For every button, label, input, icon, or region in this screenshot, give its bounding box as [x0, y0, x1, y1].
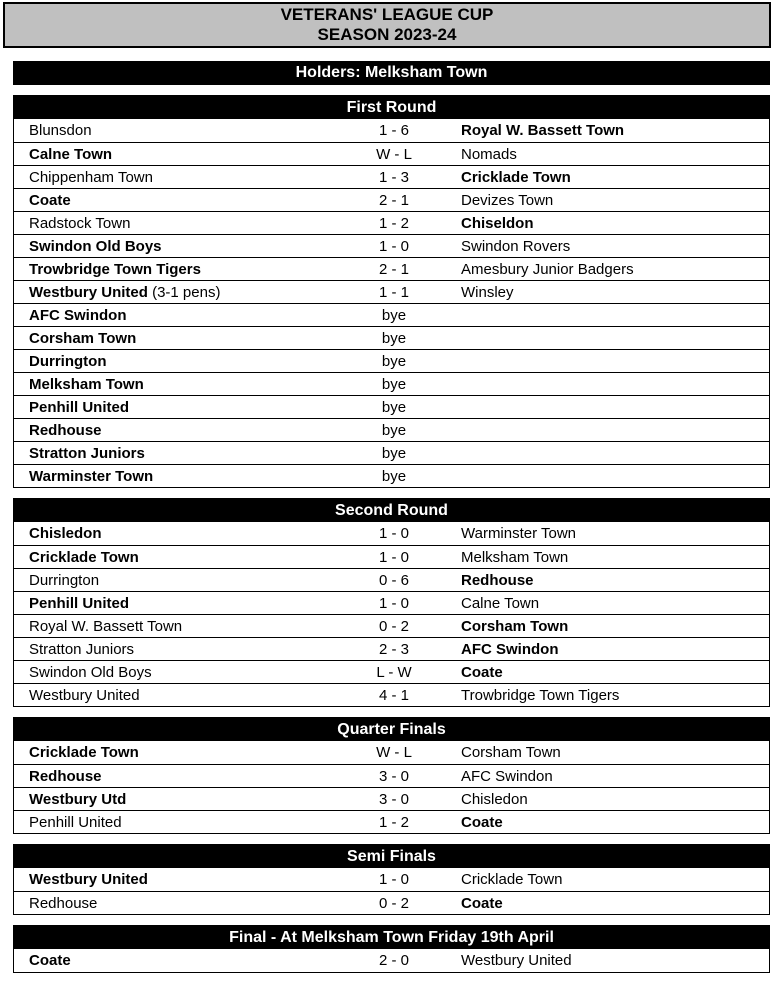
away-team-name: Royal W. Bassett Town [461, 122, 625, 139]
away-team-name: Warminster Town [461, 525, 577, 542]
home-team-name: Coate [29, 952, 71, 969]
away-team-name: Westbury United [461, 952, 572, 969]
match-row [14, 522, 769, 545]
home-team-cell [14, 258, 349, 281]
away-team-name: Melksham Town [461, 548, 569, 566]
match-row [14, 441, 769, 464]
home-team-name: Redhouse [29, 421, 102, 439]
home-team-cell [14, 615, 349, 638]
match-row [14, 764, 769, 787]
score-cell: L - W [376, 663, 412, 681]
score-cell: 1 - 0 [378, 237, 409, 255]
home-team-name: Calne Town [29, 145, 113, 163]
match-row [14, 119, 769, 142]
match-row [14, 591, 769, 614]
competition-title: VETERANS' LEAGUE CUP [280, 5, 494, 24]
away-team-name: Devizes Town [461, 191, 554, 209]
match-row [14, 234, 769, 257]
score-cell: 0 - 2 [378, 617, 409, 635]
away-team-cell [439, 166, 769, 189]
home-team-name: Penhill United [29, 398, 130, 416]
score-cell: 0 - 6 [378, 571, 409, 589]
home-team-name: Stratton Juniors [29, 444, 145, 462]
home-team-name: Swindon Old Boys [29, 663, 152, 681]
home-team-name: Melksham Town [29, 375, 144, 393]
score-cell: 3 - 0 [378, 767, 409, 785]
round-rows [14, 119, 769, 487]
home-team-note: (3-1 pens) [147, 283, 221, 301]
home-team-name: Stratton Juniors [29, 640, 135, 658]
away-team-name: Amesbury Junior Badgers [461, 260, 634, 278]
home-team-cell [14, 569, 349, 592]
score-cell: W - L [376, 145, 412, 163]
home-team-name: Corsham Town [29, 329, 137, 347]
home-team-cell [14, 396, 349, 419]
score-cell: 2 - 1 [378, 191, 409, 209]
round-section-1 [13, 95, 770, 488]
home-team-cell [14, 741, 349, 764]
match-row [14, 395, 769, 418]
away-team-cell [439, 765, 769, 788]
home-team-cell [14, 350, 349, 373]
away-team-cell [439, 212, 769, 235]
away-team-cell [439, 281, 769, 304]
match-row [14, 741, 769, 764]
score-cell: 0 - 2 [378, 894, 409, 912]
home-team-name: Blunsdon [29, 122, 92, 139]
away-team-name: AFC Swindon [461, 767, 553, 785]
away-team-cell [439, 615, 769, 638]
score-cell: 1 - 0 [378, 525, 409, 542]
away-team-cell [439, 143, 769, 166]
match-row [14, 787, 769, 810]
home-team-cell [14, 166, 349, 189]
home-team-name: Westbury United [29, 871, 148, 888]
score-cell: bye [381, 444, 407, 462]
home-team-name: Cricklade Town [29, 548, 139, 566]
home-team-name: Chippenham Town [29, 168, 153, 186]
home-team-cell [14, 592, 349, 615]
home-team-cell [14, 788, 349, 811]
match-row [14, 464, 769, 487]
away-team-name: Swindon Rovers [461, 237, 571, 255]
score-cell: bye [381, 352, 407, 370]
home-team-name: Royal W. Bassett Town [29, 617, 183, 635]
home-team-cell [14, 638, 349, 661]
round-title-bar: Second Round [14, 499, 769, 522]
home-team-cell [14, 684, 349, 707]
away-team-name: Corsham Town [461, 744, 561, 761]
round-section-4 [13, 844, 770, 915]
match-row [14, 683, 769, 706]
match-row [14, 165, 769, 188]
competition-title-box [3, 2, 771, 48]
home-team-cell [14, 373, 349, 396]
round-rows [14, 522, 769, 706]
away-team-cell [439, 661, 769, 684]
away-team-cell [439, 788, 769, 811]
score-cell: bye [381, 398, 407, 416]
home-team-cell [14, 235, 349, 258]
score-cell: 2 - 0 [378, 952, 409, 969]
home-team-name: Trowbridge Town Tigers [29, 260, 201, 278]
home-team-name: Chisledon [29, 525, 102, 542]
rounds-container [0, 95, 779, 973]
match-row [14, 637, 769, 660]
round-title-bar: Quarter Finals [14, 718, 769, 741]
away-team-name: Winsley [461, 283, 514, 301]
score-cell: 1 - 2 [378, 813, 409, 831]
away-team-cell [439, 569, 769, 592]
match-row [14, 349, 769, 372]
home-team-name: Penhill United [29, 594, 130, 612]
round-section-2 [13, 498, 770, 707]
home-team-name: Redhouse [29, 894, 98, 912]
score-cell: 1 - 0 [378, 548, 409, 566]
home-team-cell [14, 327, 349, 350]
match-row [14, 810, 769, 833]
round-section-3 [13, 717, 770, 834]
score-cell: 1 - 3 [378, 168, 409, 186]
round-title-bar: Semi Finals [14, 845, 769, 868]
away-team-name: AFC Swindon [461, 640, 559, 658]
away-team-name: Chisledon [461, 790, 528, 808]
match-row [14, 418, 769, 441]
score-cell: bye [381, 329, 407, 347]
away-team-cell [439, 235, 769, 258]
match-row [14, 949, 769, 972]
home-team-name: AFC Swindon [29, 306, 127, 324]
score-cell: W - L [376, 744, 412, 761]
away-team-cell [439, 258, 769, 281]
home-team-cell [14, 281, 349, 304]
home-team-cell [14, 212, 349, 235]
home-team-name: Cricklade Town [29, 744, 139, 761]
holders-bar: Holders: Melksham Town [13, 61, 770, 85]
match-row [14, 868, 769, 891]
away-team-name: Corsham Town [461, 617, 569, 635]
away-team-name: Coate [461, 663, 503, 681]
away-team-cell [439, 119, 769, 142]
home-team-cell [14, 304, 349, 327]
score-cell: 1 - 6 [378, 122, 409, 139]
home-team-name: Warminster Town [29, 467, 154, 485]
match-row [14, 303, 769, 326]
away-team-name: Calne Town [461, 594, 540, 612]
score-cell: 1 - 0 [378, 871, 409, 888]
away-team-cell [439, 741, 769, 764]
score-cell: 1 - 2 [378, 214, 409, 232]
away-team-cell [439, 868, 769, 891]
match-row [14, 280, 769, 303]
score-cell: bye [381, 306, 407, 324]
score-cell: 3 - 0 [378, 790, 409, 808]
home-team-name: Coate [29, 191, 71, 209]
match-row [14, 372, 769, 395]
competition-season: SEASON 2023-24 [317, 25, 457, 44]
match-row [14, 891, 769, 914]
home-team-cell [14, 892, 349, 915]
round-rows [14, 868, 769, 914]
away-team-name: Coate [461, 894, 503, 912]
home-team-name: Westbury United [29, 283, 148, 301]
home-team-cell [14, 189, 349, 212]
away-team-cell [439, 522, 769, 545]
home-team-cell [14, 119, 349, 142]
home-team-cell [14, 143, 349, 166]
home-team-name: Radstock Town [29, 214, 131, 232]
score-cell: bye [381, 375, 407, 393]
home-team-name: Penhill United [29, 813, 122, 831]
home-team-cell [14, 661, 349, 684]
round-title-bar: Final - At Melksham Town Friday 19th April [14, 926, 769, 949]
match-row [14, 142, 769, 165]
away-team-cell [439, 811, 769, 834]
score-cell: 2 - 3 [378, 640, 409, 658]
home-team-cell [14, 419, 349, 442]
round-rows [14, 741, 769, 833]
round-rows [14, 949, 769, 972]
away-team-cell [439, 592, 769, 615]
home-team-name: Westbury United [29, 686, 140, 704]
score-cell: 1 - 1 [378, 283, 409, 301]
away-team-name: Cricklade Town [461, 871, 563, 888]
home-team-name: Durrington [29, 352, 107, 370]
home-team-cell [14, 546, 349, 569]
away-team-cell [439, 684, 769, 707]
score-cell: bye [381, 421, 407, 439]
round-section-5 [13, 925, 770, 973]
home-team-cell [14, 949, 349, 972]
home-team-cell [14, 811, 349, 834]
away-team-name: Chiseldon [461, 214, 534, 232]
away-team-name: Cricklade Town [461, 168, 571, 186]
home-team-cell [14, 522, 349, 545]
match-row [14, 326, 769, 349]
match-row [14, 211, 769, 234]
match-row [14, 257, 769, 280]
away-team-name: Nomads [461, 145, 517, 163]
home-team-name: Redhouse [29, 767, 102, 785]
score-cell: bye [381, 467, 407, 485]
home-team-cell [14, 465, 349, 488]
score-cell: 1 - 0 [378, 594, 409, 612]
match-row [14, 660, 769, 683]
away-team-cell [439, 638, 769, 661]
match-row [14, 568, 769, 591]
home-team-name: Westbury Utd [29, 790, 127, 808]
away-team-cell [439, 546, 769, 569]
home-team-name: Swindon Old Boys [29, 237, 162, 255]
round-title-bar: First Round [14, 96, 769, 119]
away-team-cell [439, 949, 769, 972]
match-row [14, 545, 769, 568]
home-team-cell [14, 868, 349, 891]
home-team-name: Durrington [29, 571, 100, 589]
home-team-cell [14, 765, 349, 788]
away-team-cell [439, 189, 769, 212]
away-team-cell [439, 892, 769, 915]
score-cell: 2 - 1 [378, 260, 409, 278]
away-team-name: Trowbridge Town Tigers [461, 686, 620, 704]
score-cell: 4 - 1 [378, 686, 409, 704]
away-team-name: Redhouse [461, 571, 534, 589]
match-row [14, 614, 769, 637]
away-team-name: Coate [461, 813, 503, 831]
home-team-cell [14, 442, 349, 465]
match-row [14, 188, 769, 211]
